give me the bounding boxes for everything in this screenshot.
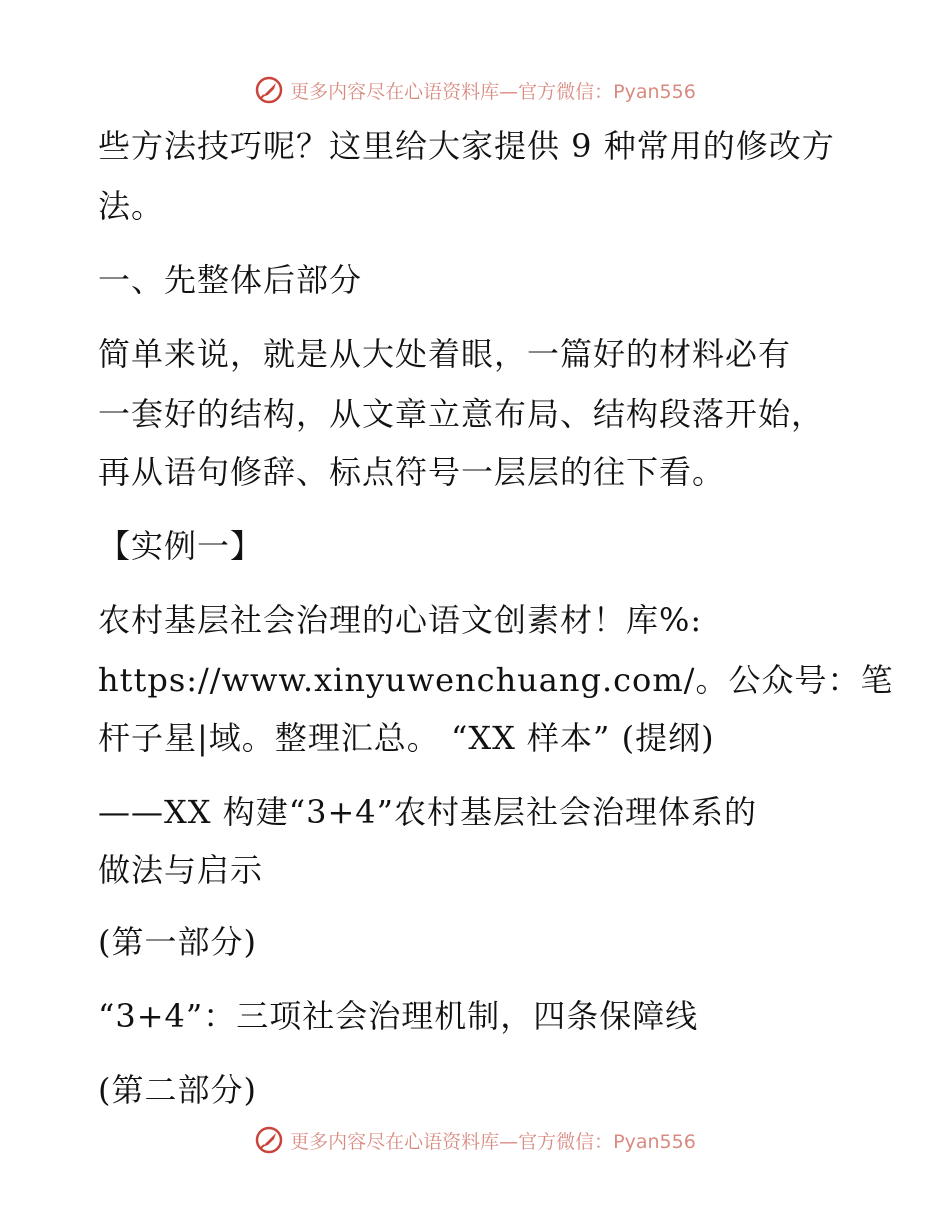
text-line: 法。 bbox=[98, 187, 165, 225]
text-line: 一套好的结构，从文章立意布局、结构段落开始， bbox=[98, 395, 825, 433]
text-line: “3+4”：三项社会治理机制，四条保障线 bbox=[98, 997, 699, 1035]
section-heading: 一、先整体后部分 bbox=[98, 261, 363, 299]
text-line: 些方法技巧呢？这里给大家提供 9 种常用的修改方 bbox=[98, 127, 835, 165]
text-line: ——XX 构建“3+4”农村基层社会治理体系的 bbox=[98, 793, 757, 831]
watermark-text: 更多内容尽在心语资料库—官方微信：Pyan556 bbox=[290, 1130, 696, 1153]
watermark-id: Pyan556 bbox=[613, 80, 696, 103]
text-line: 农村基层社会治理的心语文创素材！库%: bbox=[98, 601, 703, 639]
text-line: https://www.xinyuwenchuang.com/。公众号：笔 bbox=[98, 661, 894, 699]
part-heading: (第一部分) bbox=[98, 923, 257, 961]
text-line: 再从语句修辞、标点符号一层层的往下看。 bbox=[98, 453, 726, 491]
text-line: 做法与启示 bbox=[98, 851, 264, 889]
example-label: 【实例一】 bbox=[98, 527, 264, 565]
text-line: 杆子星|域。整理汇总。 “XX 样本” (提纲) bbox=[98, 719, 715, 757]
header-watermark bbox=[0, 70, 950, 110]
watermark-id: Pyan556 bbox=[613, 1130, 696, 1153]
text-line: 简单来说，就是从大处着眼，一篇好的材料必有 bbox=[98, 335, 792, 373]
part-heading: (第二部分) bbox=[98, 1071, 257, 1109]
watermark-text: 更多内容尽在心语资料库—官方微信：Pyan556 bbox=[290, 80, 696, 103]
footer-watermark bbox=[0, 1120, 950, 1160]
quill-logo-icon bbox=[254, 75, 284, 105]
quill-logo-icon bbox=[254, 1125, 284, 1155]
